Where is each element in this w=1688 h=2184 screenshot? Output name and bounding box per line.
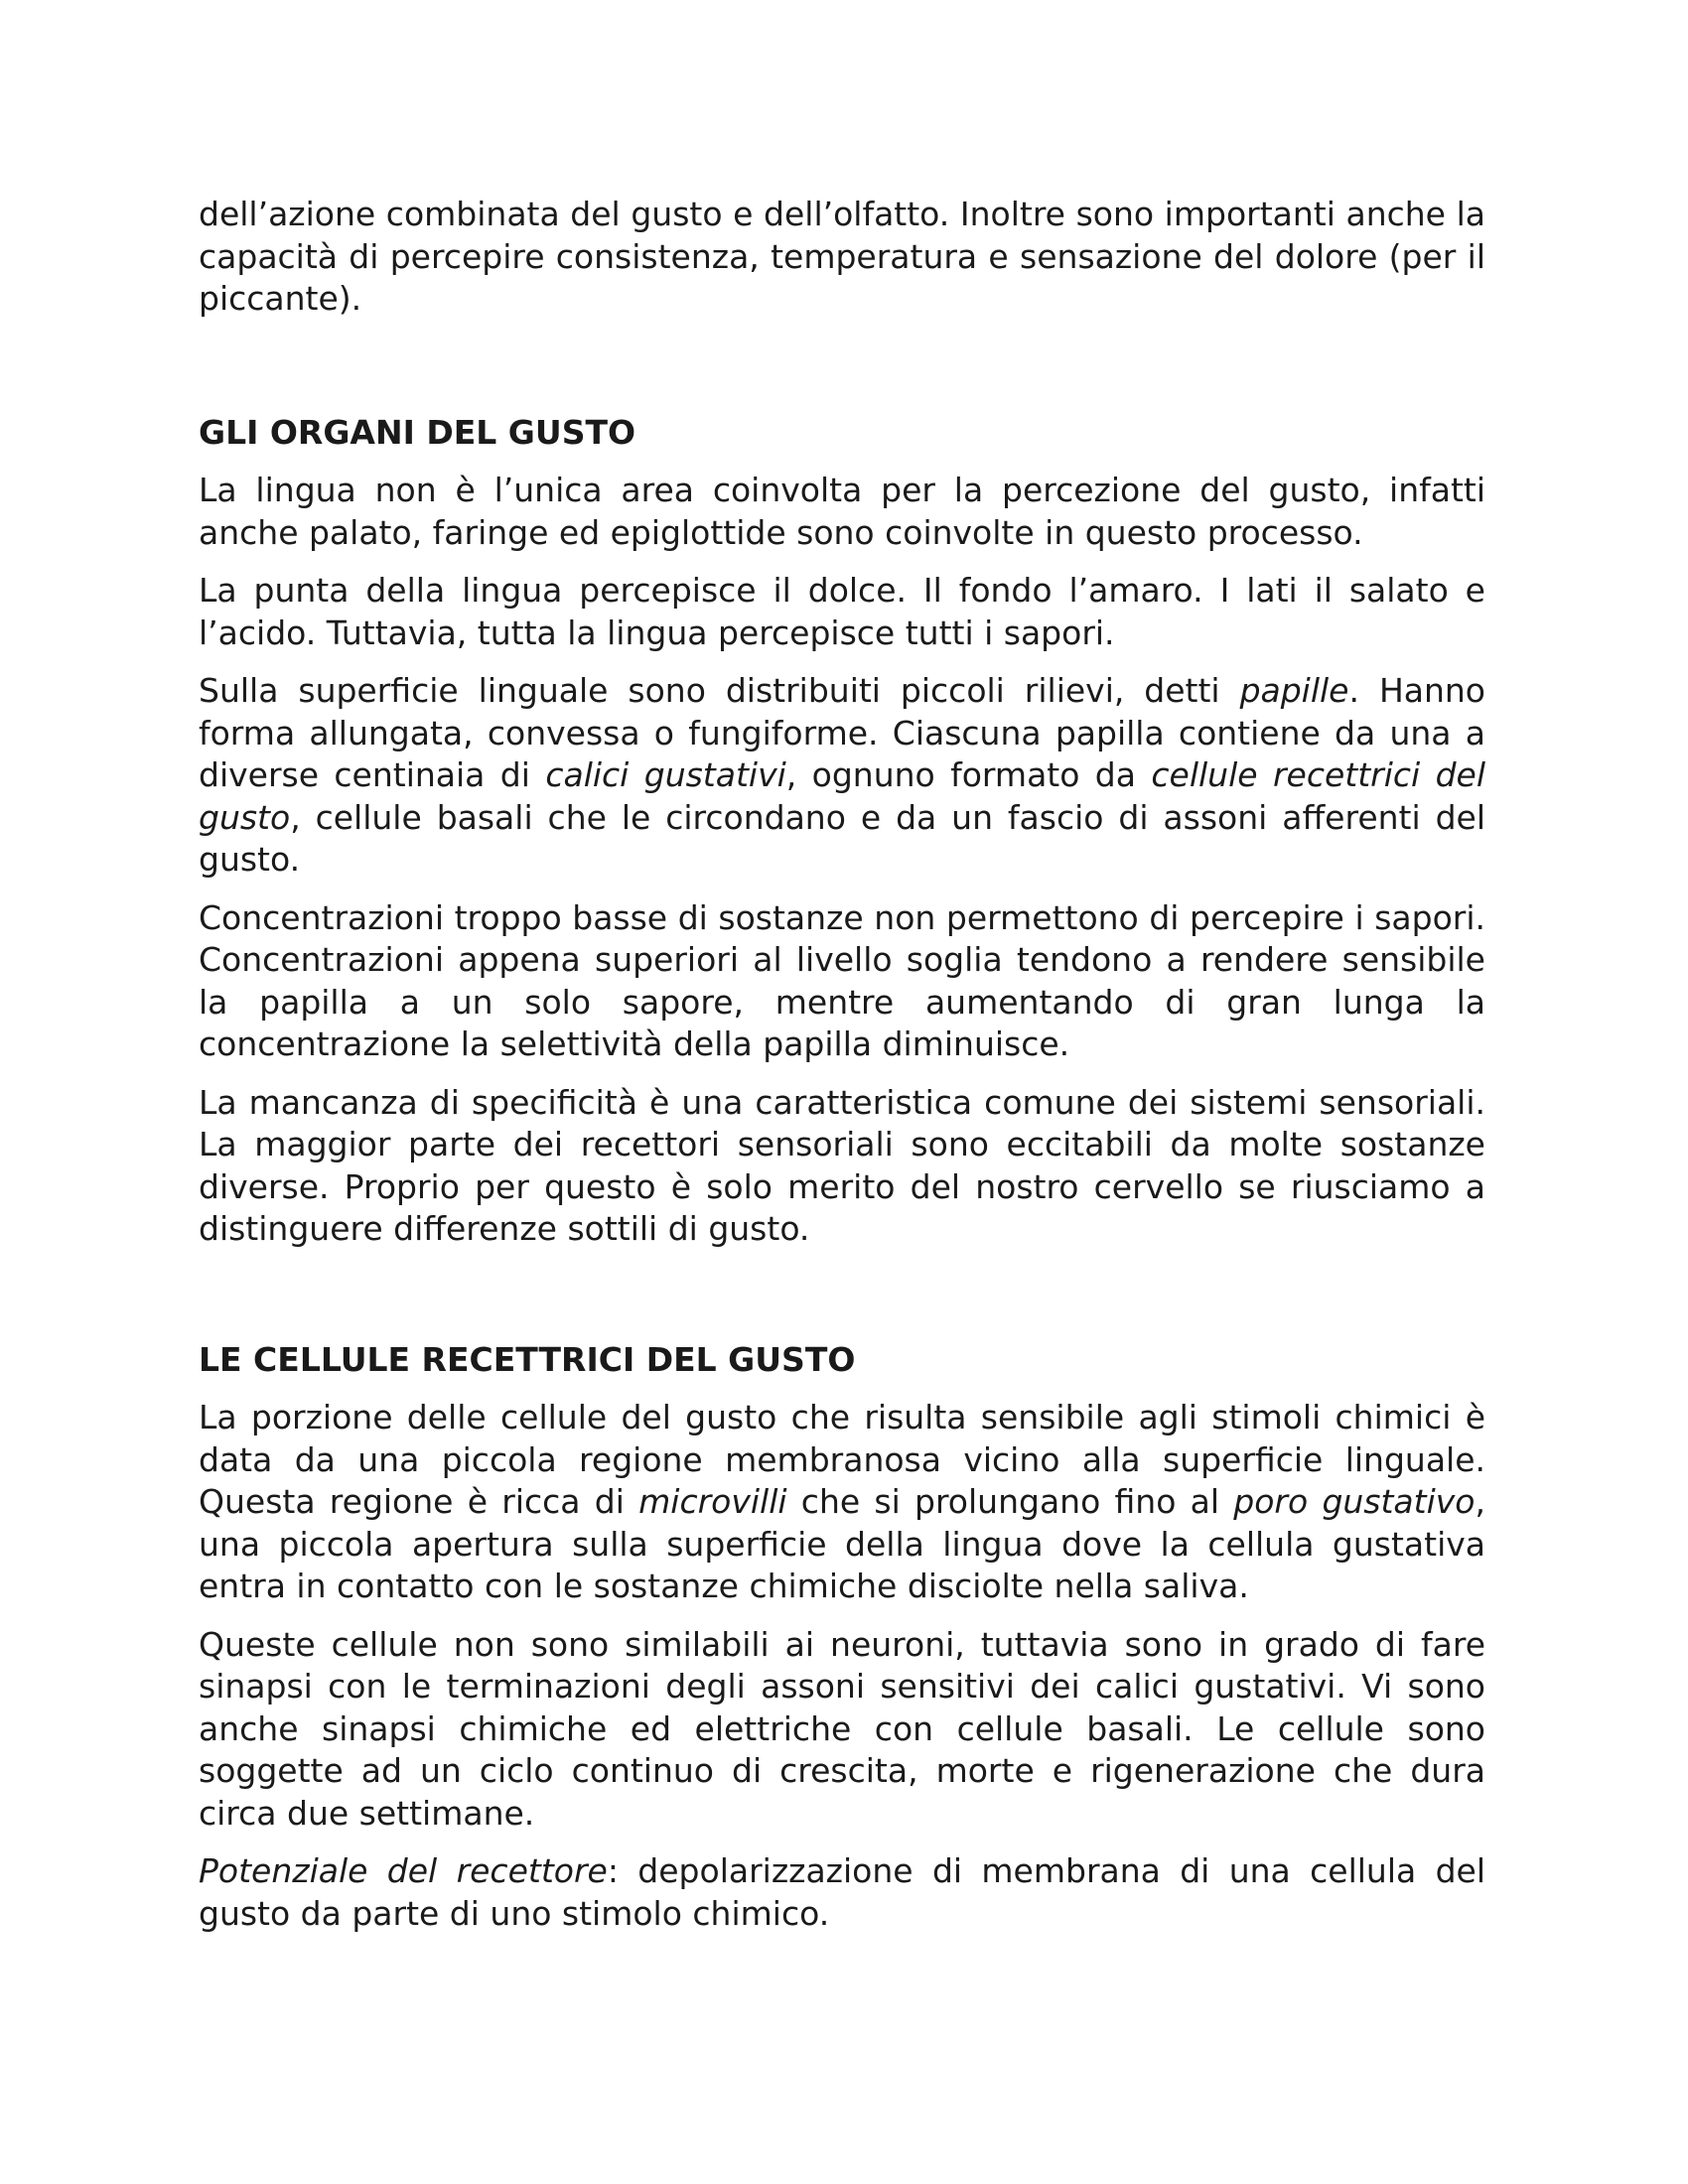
- text-run: , cellule basali che le circondano e da un fascio di assoni afferenti del gusto.: [199, 797, 1485, 879]
- term-cellule-recettrici: cellule recettrici del gusto: [199, 755, 1486, 837]
- section-spacer: [199, 337, 1485, 412]
- paragraph-zone-sapori: La punta della lingua percepisce il dolce. Il fondo l’amaro. I lati il salato e l’acido. Tuttavia, tutta la lingua percepisce tutti i sapori.: [199, 571, 1485, 652]
- paragraph-specificita: La mancanza di specificità è una caratteristica comune dei sistemi sensoriali. La maggior parte dei recettori sensoriali sono eccitabili da molte sostanze diverse. Proprio per questo è solo merito del nostro cervello se riusciamo a distinguere differenze sottili di gusto.: [199, 1082, 1485, 1248]
- text-run: Sulla superficie linguale sono distribuiti piccoli rilievi, detti: [199, 671, 1240, 710]
- term-potenziale-recettore: Potenziale del recettore: [199, 1851, 608, 1890]
- term-calici-gustativi: calici gustativi: [545, 755, 786, 794]
- intro-paragraph: dell’azione combinata del gusto e dell’olfatto. Inoltre sono importanti anche la capacità di percepire consistenza, temperatura e sensazione del dolore (per il piccante).: [199, 195, 1485, 318]
- section-spacer: [199, 1267, 1485, 1339]
- term-papille: papille: [1239, 671, 1349, 710]
- term-poro-gustativo: poro gustativo: [1233, 1482, 1476, 1521]
- paragraph-concentrazioni: Concentrazioni troppo basse di sostanze non permettono di percepire i sapori. Concentrazioni appena superiori al livello soglia tendono a rendere sensibile la papilla a un solo sapore, mentre aumentando di gran lunga la concentrazione la selettività della papilla diminuisce.: [199, 897, 1485, 1063]
- paragraph-sinapsi: Queste cellule non sono similabili ai neuroni, tuttavia sono in grado di fare sinapsi con le terminazioni degli assoni sensitivi dei calici gustativi. Vi sono anche sinapsi chimiche ed elettriche con cellule basali. Le cellule sono soggette ad un ciclo continuo di crescita, morte e rigenerazione che dura circa due settimane.: [199, 1624, 1485, 1833]
- term-microvilli: microvilli: [638, 1482, 787, 1521]
- text-run: . Hanno forma allungata, convessa o fungiforme. Ciascuna papilla contiene da una a diverse centinaia di: [199, 671, 1485, 794]
- text-run: : depolarizzazione di membrana di una cellula del gusto da parte di uno stimolo chimico.: [199, 1851, 1485, 1933]
- paragraph-lingua-aree: La lingua non è l’unica area coinvolta per la percezione del gusto, infatti anche palato, faringe ed epiglottide sono coinvolte in questo processo.: [199, 471, 1485, 552]
- section-heading-cellule: LE CELLULE RECETTRICI DEL GUSTO: [199, 1339, 856, 1379]
- paragraph-microvilli: [199, 1397, 1485, 1608]
- text-run: La porzione delle cellule del gusto che risulta sensibile agli stimoli chimici è data da una piccola regione membranosa vicino alla superficie linguale. Questa regione è ricca di: [199, 1398, 1485, 1521]
- text-run: , ognuno formato da: [785, 755, 1152, 794]
- paragraph-potenziale: [199, 1850, 1485, 1935]
- section-heading-organi: GLI ORGANI DEL GUSTO: [199, 412, 636, 452]
- text-run: che si prolungano fino al: [786, 1482, 1234, 1521]
- paragraph-papille: [199, 670, 1485, 882]
- document-page: [199, 194, 1485, 1951]
- text-run: , una piccola apertura sulla superficie della lingua dove la cellula gustativa entra in contatto con le sostanze chimiche disciolte nella saliva.: [199, 1482, 1485, 1605]
